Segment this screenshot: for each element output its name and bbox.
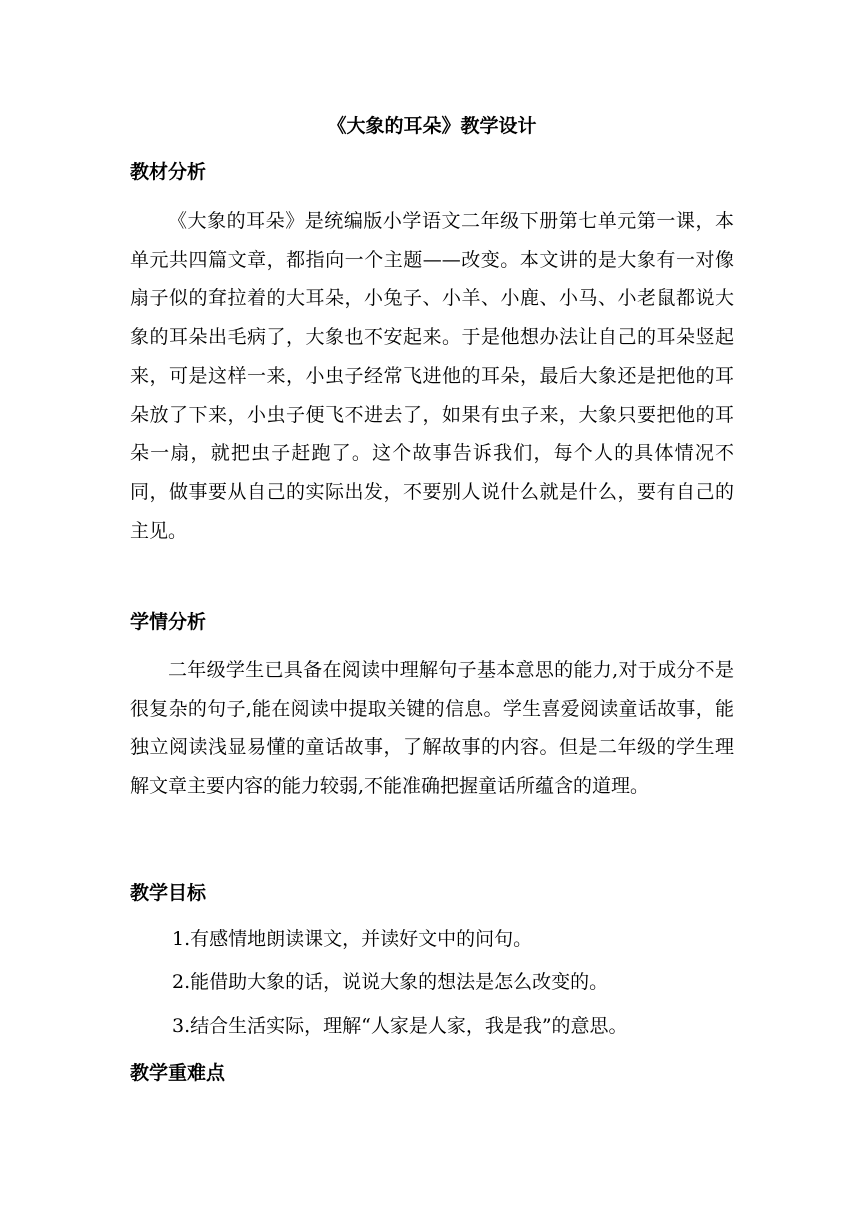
textbook-analysis-paragraph: 《大象的耳朵》是统编版小学语文二年级下册第七单元第一课，本单元共四篇文章，都指向一个主题——改变。本文讲的是大象有一对像扇子似的耷拉着的大耳朵，小兔子、小羊、小鹿、小马、小老鼠都说大象的耳朵出毛病了，大象也不安起来。于是他想办法让自己的耳朵竖起来，可是这样一来，小虫子经常飞进他的耳朵，最后大象还是把他的耳朵放了下来，小虫子便飞不进去了，如果有虫子来，大象只要把他的耳朵一扇，就把虫子赶跑了。这个故事告诉我们，每个人的具体情况不同，做事要从自己的实际出发，不要别人说什么就是什么，要有自己的主见。 [130, 210, 734, 542]
teaching-goal-item-2: 2.能借助大象的话，说说大象的想法是怎么改变的。 [172, 971, 609, 993]
section-heading-key-points: 教学重难点 [130, 1062, 226, 1084]
teaching-goal-item-1: 1.有感情地朗读课文，并读好文中的问句。 [172, 928, 533, 950]
document-page [130, 0, 734, 1216]
document-title: 《大象的耳朵》教学设计 [327, 115, 537, 137]
section-heading-textbook-analysis: 教材分析 [130, 161, 207, 183]
teaching-goal-item-3: 3.结合生活实际，理解“人家是人家，我是我”的意思。 [172, 1015, 628, 1037]
student-analysis-paragraph: 二年级学生已具备在阅读中理解句子基本意思的能力,对于成分不是很复杂的句子,能在阅读中提取关键的信息。学生喜爱阅读童话故事，能独立阅读浅显易懂的童话故事，了解故事的内容。但是二年级的学生理解文章主要内容的能力较弱,不能准确把握童话所蕴含的道理。 [130, 659, 734, 798]
section-heading-teaching-goals: 教学目标 [130, 882, 207, 904]
section-heading-student-analysis: 学情分析 [130, 611, 207, 633]
